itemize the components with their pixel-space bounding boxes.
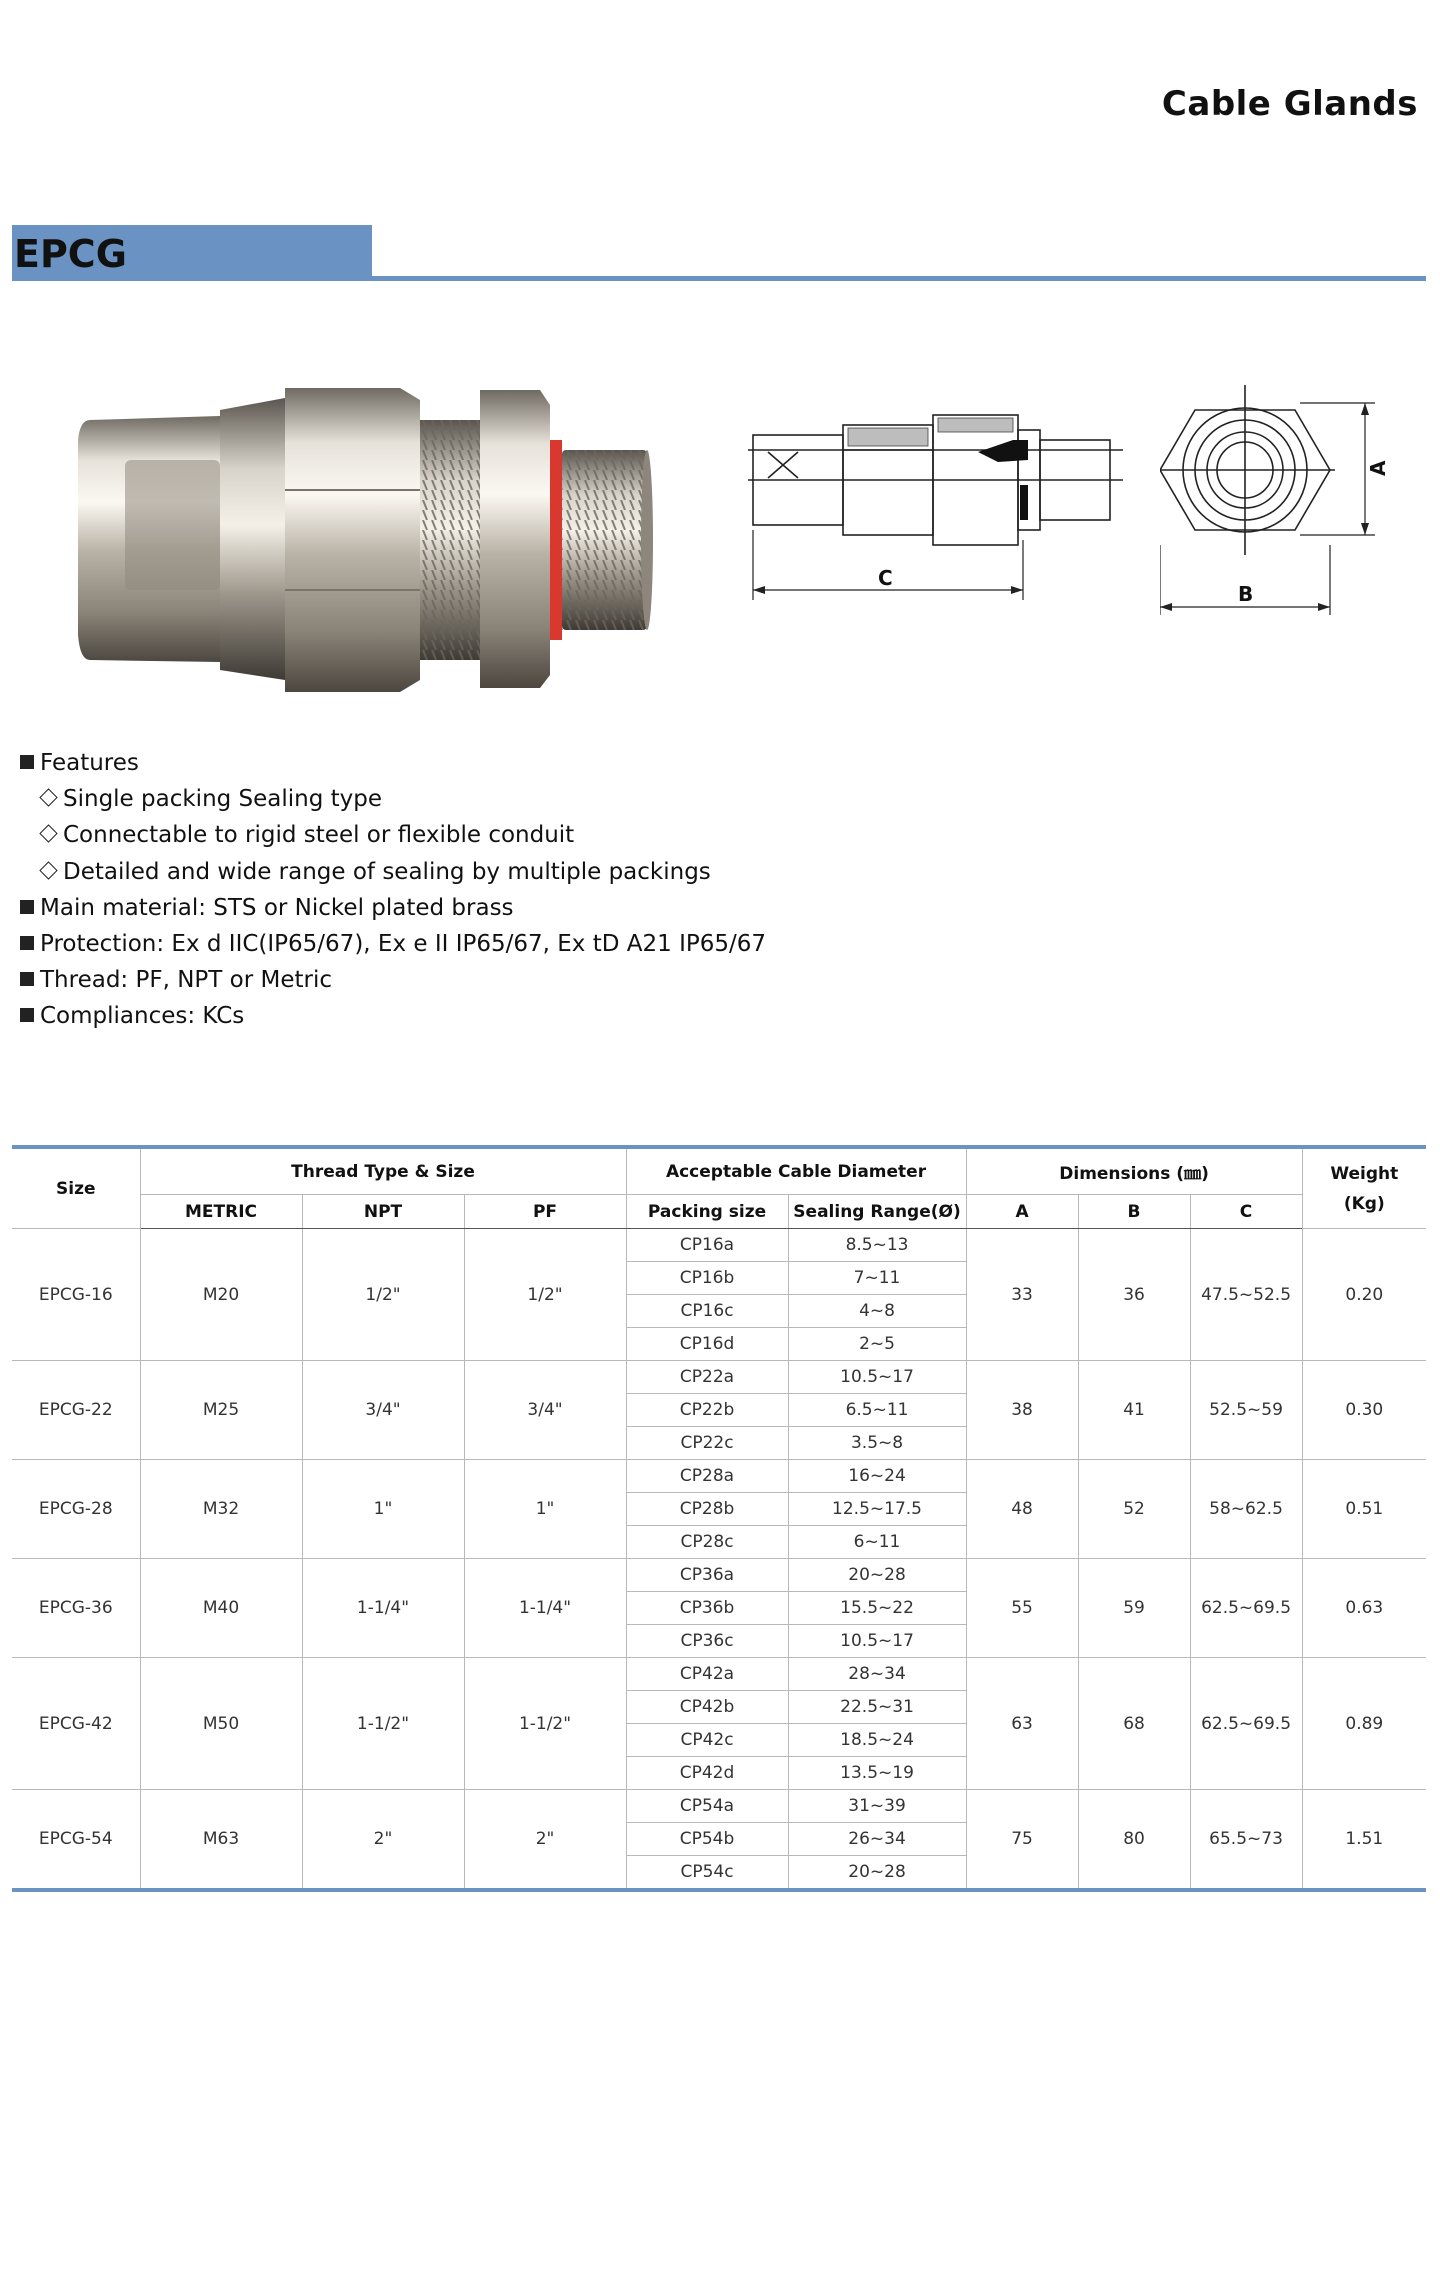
cell-size: EPCG-16 [12,1229,140,1361]
table-row [12,1229,1426,1262]
feature-item [20,890,766,926]
cell-packing-size: CP36b [626,1592,788,1625]
cell-pf: 1/2" [464,1229,626,1361]
cell-packing-size: CP42c [626,1724,788,1757]
cell-dim-c: 62.5~69.5 [1190,1658,1302,1790]
cell-packing-size: CP16a [626,1229,788,1262]
square-bullet-icon [20,1008,34,1022]
square-bullet-icon [20,755,34,769]
cell-dim-c: 58~62.5 [1190,1460,1302,1559]
feature-item [20,781,766,817]
cell-sealing-range: 8.5~13 [788,1229,966,1262]
cell-dim-c: 65.5~73 [1190,1790,1302,1891]
product-section-title: EPCG [12,225,372,277]
cell-dim-c: 47.5~52.5 [1190,1229,1302,1361]
cell-dim-c: 52.5~59 [1190,1361,1302,1460]
square-bullet-icon [20,936,34,950]
cell-sealing-range: 12.5~17.5 [788,1493,966,1526]
dimension-c-label: C [878,566,893,590]
cell-size: EPCG-54 [12,1790,140,1891]
cell-sealing-range: 20~28 [788,1856,966,1891]
spec-table [12,1145,1426,1892]
dimension-a-label: A [1366,460,1390,476]
feature-text: Single packing Sealing type [63,786,383,813]
cell-packing-size: CP16d [626,1328,788,1361]
table-row [12,1658,1426,1691]
cell-sealing-range: 22.5~31 [788,1691,966,1724]
cell-metric: M63 [140,1790,302,1891]
cell-sealing-range: 15.5~22 [788,1592,966,1625]
square-bullet-icon [20,900,34,914]
cell-dim-a: 38 [966,1361,1078,1460]
diamond-bullet-icon [39,861,57,879]
cell-metric: M32 [140,1460,302,1559]
cell-dim-a: 63 [966,1658,1078,1790]
feature-item [20,998,766,1034]
cell-dim-b: 52 [1078,1460,1190,1559]
cell-dim-a: 75 [966,1790,1078,1891]
cell-pf: 3/4" [464,1361,626,1460]
cell-size: EPCG-28 [12,1460,140,1559]
cell-size: EPCG-42 [12,1658,140,1790]
product-photo [70,380,670,700]
cell-weight: 0.51 [1302,1460,1426,1559]
feature-item [20,962,766,998]
side-view-drawing [748,390,1128,640]
cell-npt: 1-1/2" [302,1658,464,1790]
header-metric: METRIC [140,1195,302,1229]
header-dim-a: A [966,1195,1078,1229]
cell-packing-size: CP54b [626,1823,788,1856]
feature-item [20,745,766,781]
header-weight-unit: (Kg) [1343,1193,1385,1214]
cell-packing-size: CP28b [626,1493,788,1526]
dimension-b-label: B [1238,582,1254,606]
cell-dim-a: 33 [966,1229,1078,1361]
header-thread-type: Thread Type & Size [140,1147,626,1195]
cell-dim-b: 80 [1078,1790,1190,1891]
cell-npt: 1/2" [302,1229,464,1361]
cell-packing-size: CP28a [626,1460,788,1493]
header-cable-diameter: Acceptable Cable Diameter [626,1147,966,1195]
cell-npt: 1-1/4" [302,1559,464,1658]
cell-sealing-range: 6.5~11 [788,1394,966,1427]
header-sealing-range: Sealing Range(Ø) [788,1195,966,1229]
cell-dim-a: 55 [966,1559,1078,1658]
cell-dim-c: 62.5~69.5 [1190,1559,1302,1658]
cell-size: EPCG-36 [12,1559,140,1658]
cell-packing-size: CP28c [626,1526,788,1559]
cell-sealing-range: 18.5~24 [788,1724,966,1757]
cell-dim-b: 41 [1078,1361,1190,1460]
cell-npt: 1" [302,1460,464,1559]
square-bullet-icon [20,972,34,986]
header-dimensions: Dimensions (㎜) [966,1147,1302,1195]
header-pf: PF [464,1195,626,1229]
cell-sealing-range: 6~11 [788,1526,966,1559]
feature-text: Features [40,750,139,776]
header-npt: NPT [302,1195,464,1229]
feature-text: Protection: Ex d IIC(IP65/67), Ex e II IP65/67, Ex tD A21 IP65/67 [40,931,767,958]
cell-sealing-range: 20~28 [788,1559,966,1592]
cell-weight: 0.89 [1302,1658,1426,1790]
cell-dim-a: 48 [966,1460,1078,1559]
cell-weight: 0.30 [1302,1361,1426,1460]
cell-packing-size: CP42b [626,1691,788,1724]
features-list [20,745,766,1035]
table-row [12,1559,1426,1592]
cell-metric: M50 [140,1658,302,1790]
feature-text: Compliances: KCs [40,1003,245,1030]
cell-pf: 1-1/2" [464,1658,626,1790]
cell-dim-b: 68 [1078,1658,1190,1790]
table-row [12,1460,1426,1493]
cell-pf: 1-1/4" [464,1559,626,1658]
cell-packing-size: CP22b [626,1394,788,1427]
cell-size: EPCG-22 [12,1361,140,1460]
header-weight [1302,1147,1426,1229]
cell-weight: 0.63 [1302,1559,1426,1658]
cell-dim-b: 59 [1078,1559,1190,1658]
feature-text: Connectable to rigid steel or flexible conduit [63,822,575,849]
diamond-bullet-icon [39,825,57,843]
cell-weight: 0.20 [1302,1229,1426,1361]
cell-sealing-range: 7~11 [788,1262,966,1295]
table-row [12,1361,1426,1394]
cell-weight: 1.51 [1302,1790,1426,1891]
cell-metric: M20 [140,1229,302,1361]
cell-sealing-range: 10.5~17 [788,1625,966,1658]
cell-sealing-range: 26~34 [788,1823,966,1856]
feature-text: Detailed and wide range of sealing by multiple packings [63,858,711,885]
cell-pf: 2" [464,1790,626,1891]
feature-item [20,817,766,853]
cell-packing-size: CP22a [626,1361,788,1394]
cell-packing-size: CP54c [626,1856,788,1891]
table-row [12,1790,1426,1823]
cell-packing-size: CP16c [626,1295,788,1328]
feature-text: Main material: STS or Nickel plated brass [40,894,514,921]
cell-metric: M25 [140,1361,302,1460]
header-packing-size: Packing size [626,1195,788,1229]
front-view-drawing [1160,385,1400,640]
feature-text: Thread: PF, NPT or Metric [40,967,332,994]
cell-sealing-range: 28~34 [788,1658,966,1691]
cell-sealing-range: 3.5~8 [788,1427,966,1460]
cell-packing-size: CP54a [626,1790,788,1823]
feature-item [20,854,766,890]
header-size: Size [12,1147,140,1229]
cell-metric: M40 [140,1559,302,1658]
cell-packing-size: CP22c [626,1427,788,1460]
cell-packing-size: CP36a [626,1559,788,1592]
cell-npt: 2" [302,1790,464,1891]
cell-sealing-range: 10.5~17 [788,1361,966,1394]
cell-sealing-range: 31~39 [788,1790,966,1823]
cell-packing-size: CP16b [626,1262,788,1295]
cell-sealing-range: 16~24 [788,1460,966,1493]
cell-npt: 3/4" [302,1361,464,1460]
cell-sealing-range: 13.5~19 [788,1757,966,1790]
cell-dim-b: 36 [1078,1229,1190,1361]
page-header-title: Cable Glands [1161,84,1418,124]
header-dim-c: C [1190,1195,1302,1229]
cell-packing-size: CP42d [626,1757,788,1790]
cell-sealing-range: 2~5 [788,1328,966,1361]
cell-pf: 1" [464,1460,626,1559]
diamond-bullet-icon [39,789,57,807]
cell-sealing-range: 4~8 [788,1295,966,1328]
feature-item [20,926,766,962]
header-dim-b: B [1078,1195,1190,1229]
section-divider [12,276,1426,281]
cell-packing-size: CP36c [626,1625,788,1658]
cell-packing-size: CP42a [626,1658,788,1691]
header-weight-label: Weight [1330,1163,1399,1184]
